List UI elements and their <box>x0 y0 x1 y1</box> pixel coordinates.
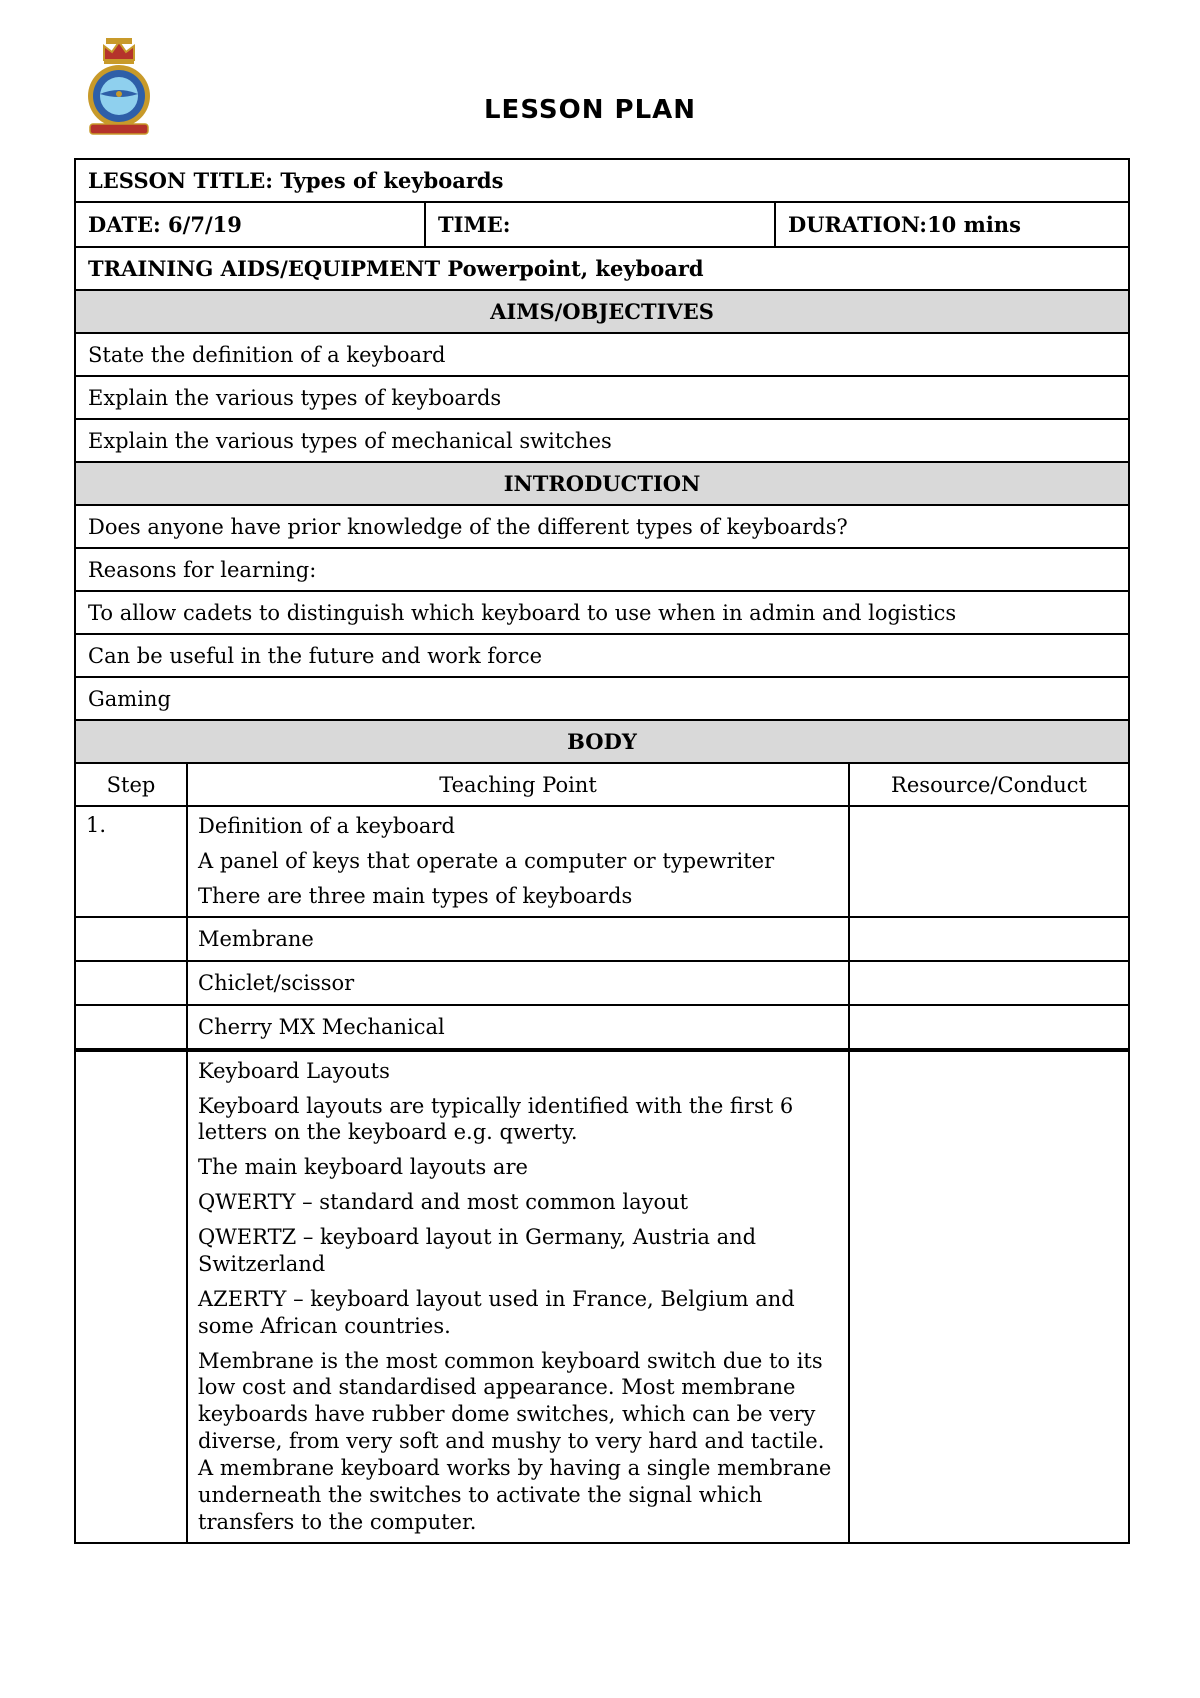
column-header-resource: Resource/Conduct <box>850 764 1128 807</box>
teaching-point-text: Definition of a keyboard <box>198 814 455 838</box>
step-cell <box>76 1052 188 1542</box>
teaching-point-text: AZERTY – keyboard layout used in France, Belgium and some African countries. <box>198 1286 795 1338</box>
page-title: LESSON PLAN <box>483 95 697 125</box>
teaching-point-text: Keyboard Layouts <box>198 1058 390 1083</box>
date-time-duration-row <box>76 203 1128 248</box>
lesson-plan-table <box>74 158 1130 1544</box>
resource-cell <box>850 918 1128 962</box>
teaching-point-text: QWERTZ – keyboard layout in Germany, Austria and Switzerland <box>198 1225 757 1276</box>
teaching-point-text: Keyboard layouts are typically identified with the first 6 letters on the keyboard e.g. qwerty. <box>198 1093 794 1145</box>
teaching-point-cell <box>188 807 850 918</box>
resource-cell <box>850 807 1128 918</box>
body-heading: BODY <box>76 721 1128 764</box>
teaching-point-cell: Cherry MX Mechanical <box>188 1006 850 1050</box>
body-table-continued <box>76 1050 1128 1542</box>
step-cell <box>76 1006 188 1050</box>
body-table <box>76 764 1128 1050</box>
equipment-row: TRAINING AIDS/EQUIPMENT Powerpoint, keyboard <box>76 248 1128 291</box>
teaching-point-cell <box>188 1052 850 1542</box>
resource-cell <box>850 962 1128 1006</box>
introduction-heading: INTRODUCTION <box>76 463 1128 506</box>
aim-item: State the definition of a keyboard <box>76 334 1128 377</box>
aim-item: Explain the various types of keyboards <box>76 377 1128 420</box>
column-header-step: Step <box>76 764 188 807</box>
teaching-point-text: QWERTY – standard and most common layout <box>198 1190 689 1215</box>
resource-cell <box>850 1006 1128 1050</box>
teaching-point-text: Membrane is the most common keyboard switch due to its low cost and standardised appearance. Most membrane keyboards have rubber dome switches, which can be very diverse, from very soft and mushy to very hard and tactile. A membrane keyboard works by having a single membrane underneath the switches to activate the signal which transfers to the computer. <box>198 1348 832 1534</box>
step-cell <box>76 918 188 962</box>
teaching-point-cell: Membrane <box>188 918 850 962</box>
intro-item: Gaming <box>76 678 1128 721</box>
intro-item: To allow cadets to distinguish which keyboard to use when in admin and logistics <box>76 592 1128 635</box>
aims-heading: AIMS/OBJECTIVES <box>76 291 1128 334</box>
duration-cell: DURATION:10 mins <box>788 212 1021 237</box>
crest-logo-icon <box>82 34 156 138</box>
teaching-point-text: There are three main types of keyboards <box>198 883 633 908</box>
lesson-title-row: LESSON TITLE: Types of keyboards <box>76 160 1128 203</box>
date-cell: DATE: 6/7/19 <box>76 203 426 246</box>
step-cell: 1. <box>76 807 188 918</box>
resource-cell <box>850 1052 1128 1542</box>
teaching-point-text: The main keyboard layouts are <box>198 1155 528 1180</box>
intro-item: Can be useful in the future and work force <box>76 635 1128 678</box>
teaching-point-cell: Chiclet/scissor <box>188 962 850 1006</box>
time-cell: TIME: <box>426 203 776 246</box>
step-cell <box>76 962 188 1006</box>
aim-item: Explain the various types of mechanical switches <box>76 420 1128 463</box>
column-header-teaching-point: Teaching Point <box>188 764 850 807</box>
intro-item: Does anyone have prior knowledge of the different types of keyboards? <box>76 506 1128 549</box>
intro-item: Reasons for learning: <box>76 549 1128 592</box>
teaching-point-text: A panel of keys that operate a computer or typewriter <box>198 848 775 873</box>
